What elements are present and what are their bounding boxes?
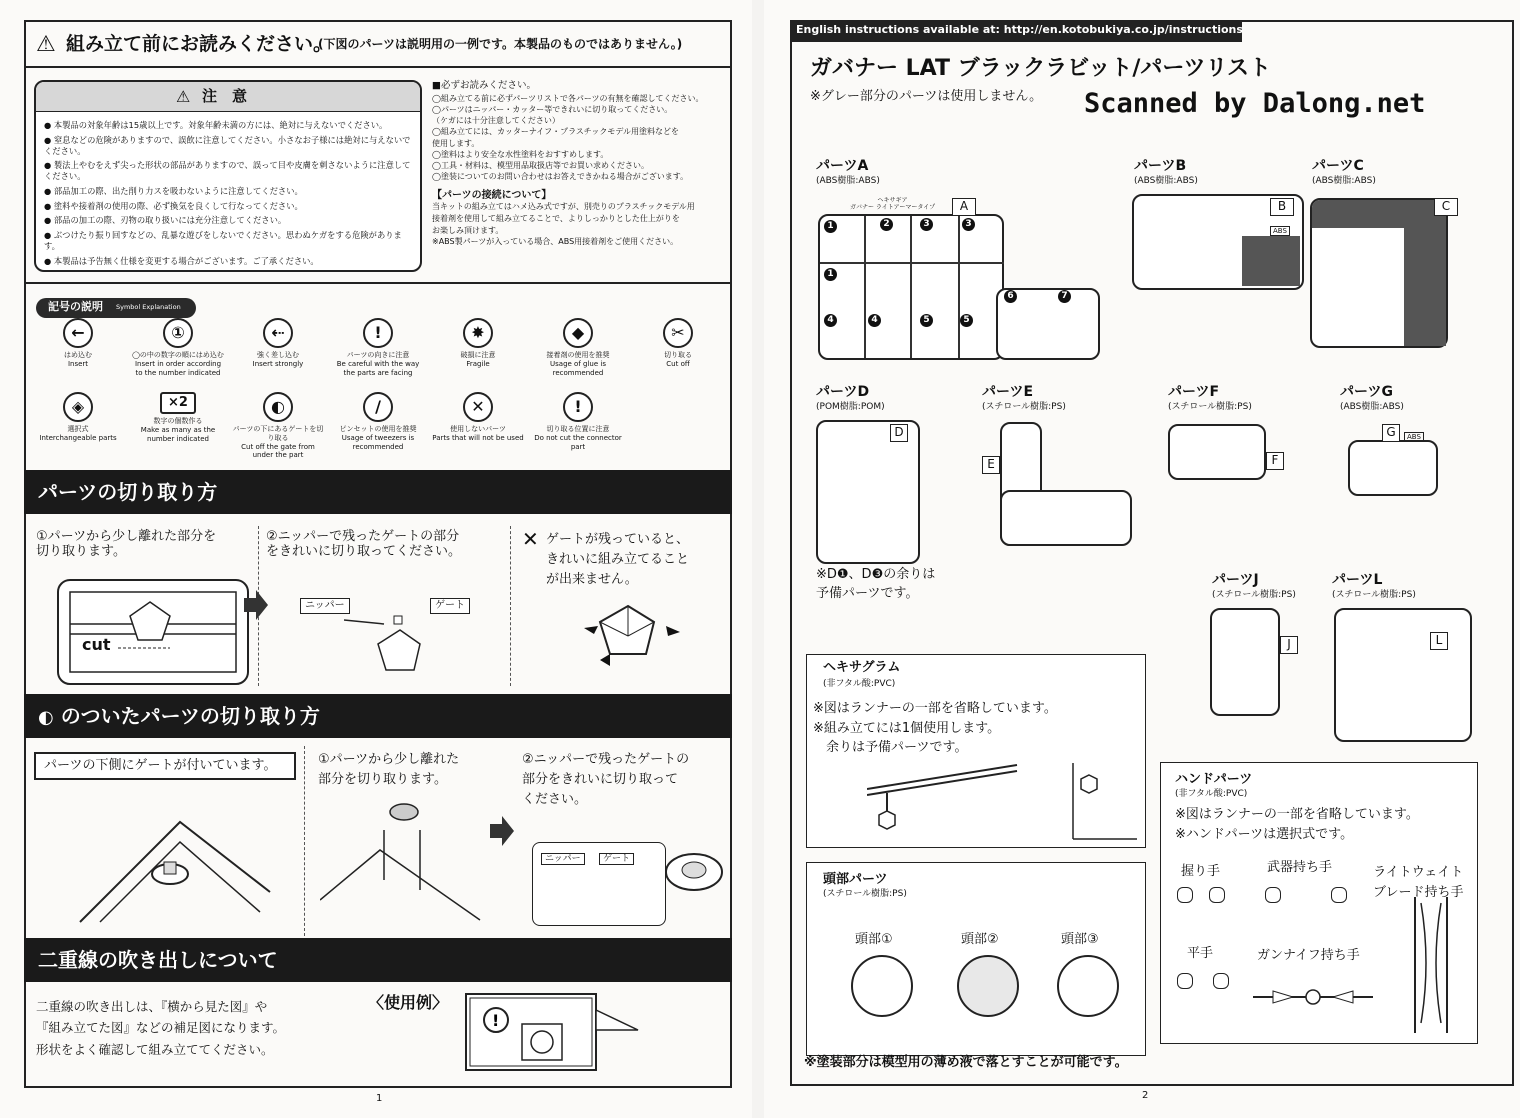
- hand-parts-notes: ※図はランナーの一部を省略しています。 ※ハンドパーツは選択式です。: [1175, 807, 1419, 842]
- symbol-label-jp: 切り取る: [664, 351, 692, 359]
- part-number-badge: 4: [824, 314, 837, 327]
- nipper-gate-diagram: [344, 610, 454, 688]
- runner-b-abs: ABS: [1270, 226, 1290, 236]
- cutting2-callout: パーツの下側にゲートが付いています。: [44, 758, 277, 773]
- part-c-name: パーツC: [1312, 158, 1364, 174]
- caution-heading: 注 意: [202, 87, 248, 105]
- symbol-label-en: Usage of tweezers is recommended: [341, 433, 415, 451]
- runner-bar: [910, 216, 912, 358]
- gun-knife-label: ガンナイフ持ち手: [1257, 948, 1360, 963]
- caution-item: ● 塗料や接着剤の使用の際、必ず換気を良くして行なってください。: [44, 200, 303, 211]
- part-l-name: パーツL: [1332, 572, 1383, 588]
- runner-f: [1168, 424, 1266, 480]
- must-read-item: ◯工具・材料は、模型用品取扱店等でお買い求めください。: [432, 160, 649, 170]
- part-j-material: (スチロール樹脂:PS): [1212, 590, 1296, 600]
- multiply-icon: ×2: [160, 392, 196, 414]
- runner-b-gray-area: [1242, 236, 1300, 286]
- hand-illustration: [1209, 887, 1225, 903]
- head-3-illustration: [1057, 955, 1119, 1017]
- symbol-label-jp: 強く差し込む: [257, 351, 299, 359]
- part-number-badge: 5: [960, 314, 973, 327]
- right-arrow-icon: [490, 816, 514, 846]
- connection-line: 当キットの組み立てはハメ込み式ですが、別売りのプラスチックモデル用: [432, 202, 695, 212]
- symbol-label-jp: 切り取る位置に注意: [546, 425, 610, 433]
- numbered-insert-icon: ①: [163, 318, 193, 348]
- part-number-badge: 7: [1058, 290, 1071, 303]
- under-gate-icon: ◐: [263, 392, 293, 422]
- symbol-label-en: Insert: [67, 359, 89, 368]
- tweezers-icon: /: [363, 392, 393, 422]
- part-d-material: (POM樹脂:POM): [816, 402, 885, 412]
- runner-bar: [958, 216, 960, 358]
- cutting2-heading: のついたパーツの切り取り方: [60, 704, 320, 728]
- page-number: 2: [1142, 1090, 1149, 1101]
- part-number-badge: 2: [880, 218, 893, 231]
- must-read-item: ◯塗料はより安全な水性塗料をおすすめします。: [432, 149, 609, 159]
- page-2-title: ガバナー LAT ブラックラビット/パーツリスト: [810, 56, 1272, 81]
- part-g-name: パーツG: [1340, 384, 1393, 400]
- cutting2-step-2: ②ニッパーで残ったゲートの 部分をきれいに切り取って ください。: [522, 752, 690, 808]
- caution-item: ● 部品加工の際、出た削り力スを吸わないように注意してください。: [44, 185, 303, 196]
- part-g-material: (ABS樹脂:ABS): [1340, 402, 1404, 412]
- runner-e-gate: E: [982, 456, 1000, 474]
- cutting-heading: パーツの切り取り方: [38, 480, 218, 504]
- runner-d-gate: D: [890, 424, 908, 442]
- cutting2-step-1: ①パーツから少し離れた 部分を切り取ります。: [318, 752, 460, 788]
- symbol-item: [32, 318, 124, 369]
- cut-label: cut: [82, 635, 111, 654]
- divider: [24, 282, 732, 284]
- english-header-bar: [790, 20, 1242, 42]
- double-line-bubble-example: [462, 990, 642, 1074]
- caution-list: [44, 120, 416, 271]
- runner-f-gate: F: [1266, 452, 1284, 470]
- symbol-item: [332, 392, 424, 451]
- hand-illustration: [1265, 887, 1281, 903]
- grip-hand-label: 握り手: [1181, 864, 1221, 879]
- runner-c-gray-right: [1404, 228, 1446, 346]
- must-read-heading: ■必ずお読みください。: [432, 80, 536, 91]
- symbol-label-jp: パーツの向きに注意: [346, 351, 410, 359]
- exclamation-icon: !: [363, 318, 393, 348]
- page-number: 1: [376, 1093, 383, 1104]
- symbol-item: [632, 318, 724, 369]
- part-d-name: パーツD: [816, 384, 870, 400]
- part-b-material: (ABS樹脂:ABS): [1134, 176, 1198, 186]
- symbol-heading-en: Symbol Explanation: [116, 303, 181, 311]
- runner-a-gate: A: [952, 198, 976, 216]
- runner-g: [1348, 440, 1438, 496]
- step-divider: [304, 746, 305, 936]
- caution-item: ● 本製品は予告無く仕様を変更する場合がございます。ご了承ください。: [44, 255, 319, 266]
- hand-illustration: [1177, 973, 1193, 989]
- footer-note: ※塗装部分は模型用の薄め液で落とすことが可能です。: [804, 1055, 1128, 1070]
- gate-label: ゲート: [430, 598, 470, 614]
- symbol-item: [432, 318, 524, 369]
- not-used-icon: ✕: [463, 392, 493, 422]
- part-gate-detail: [660, 850, 728, 894]
- symbol-label-en: Be careful with the way the parts are facing: [336, 359, 420, 377]
- page-2-subtitle: ※グレー部分のパーツは使用しません。: [810, 89, 1043, 104]
- symbol-item: [532, 318, 624, 377]
- blade-grip-runner: [1401, 893, 1461, 1039]
- nipper-label: ニッパー: [300, 598, 350, 614]
- symbol-label-en: Usage of glue is recommended: [550, 359, 606, 377]
- interchangeable-icon: ◈: [63, 392, 93, 422]
- runner-l-gate: L: [1430, 632, 1448, 650]
- spare-note: ※D❶、D❸の余りは 予備パーツです。: [816, 567, 936, 601]
- connection-line: お楽しみ頂けます。: [432, 225, 504, 235]
- example-label: 〈使用例〉: [368, 993, 449, 1012]
- part-number-badge: 5: [920, 314, 933, 327]
- double-line-text: 二重線の吹き出しは、『横から見た図』や 『組み立てた図』などの補足図になります。 形状をよく確認して組み立ててください。: [36, 999, 286, 1057]
- cutting-step-3: ゲートが残っていると、 きれいに組み立てること が出来ません。: [546, 532, 690, 588]
- runner-l: [1334, 608, 1472, 742]
- runner-c-gate: C: [1434, 198, 1458, 216]
- symbol-label-jp: ピンセットの使用を推奨: [339, 425, 417, 433]
- part-number-badge: 6: [1004, 290, 1017, 303]
- head-1-illustration: [851, 955, 913, 1017]
- symbol-label-jp: ◯の中の数字の順にはめ込む: [132, 351, 224, 359]
- part-f-material: (スチロール樹脂:PS): [1168, 402, 1252, 412]
- runner-e-lower: [1000, 490, 1132, 546]
- double-line-section-bar: [24, 938, 732, 982]
- nipper-gate-box: [532, 842, 666, 926]
- part-e-material: (スチロール樹脂:PS): [982, 402, 1066, 412]
- part-number-badge: 1: [824, 220, 837, 233]
- caution-item: ● 窒息などの危険がありますので、誤飲に注意してください。小さなお子様には絶対に与えないでください。: [44, 134, 411, 156]
- gun-knife-runner: [1253, 977, 1373, 1017]
- symbol-label-en: Insert in order according to the number indicated: [134, 359, 222, 377]
- cutting-step-2: ②ニッパーで残ったゲートの部分 をきれいに切り取ってください。: [266, 529, 462, 559]
- symbol-label-jp: 使用しないパーツ: [450, 425, 506, 433]
- runner-g-abs: ABS: [1404, 432, 1424, 442]
- part-number-badge: 1: [824, 268, 837, 281]
- must-read-item: ◯塗装についてのお問い合わせはお答えできかねる場合がございます。: [432, 172, 689, 182]
- symbol-label-en: Parts that will not be used: [432, 433, 524, 442]
- gate-remaining-diagram: [570, 596, 690, 676]
- head-parts-material: (スチロール樹脂:PS): [823, 889, 907, 899]
- symbol-label-en: Insert strongly: [252, 359, 304, 368]
- head-3-label: 頭部③: [1061, 932, 1099, 947]
- symbol-label-jp: パーツの下にあるゲートを切り取る: [232, 425, 324, 442]
- cutting-step-1: ①パーツから少し離れた部分を 切り取ります。: [36, 529, 217, 559]
- symbol-item: [232, 318, 324, 369]
- hexagram-box: [806, 654, 1146, 848]
- symbol-item: [132, 392, 224, 443]
- svg-text:!: !: [492, 1011, 500, 1030]
- symbol-item: [332, 318, 424, 377]
- must-read-item: ◯組み立てには、カッターナイフ・プラスチックモデル用塗料などを: [432, 127, 680, 137]
- part-a-name: パーツA: [816, 158, 869, 174]
- symbol-label-en: Make as many as the number indicated: [140, 425, 216, 443]
- symbol-label-jp: 数字の個数作る: [153, 417, 203, 425]
- page-1-title: 組み立て前にお読みください。: [66, 33, 333, 55]
- right-arrow-icon: [244, 590, 268, 620]
- part-l-material: (スチロール樹脂:PS): [1332, 590, 1416, 600]
- symbol-heading-pill: [36, 298, 196, 318]
- cutting2-section-bar: [24, 694, 732, 738]
- runner-b-gate: B: [1270, 198, 1294, 216]
- caution-item: ● 製法上やむをえず尖った形状の部品がありますので、誤って目や皮膚を刺さないように注意してください。: [44, 160, 411, 182]
- head-parts-title: 頭部パーツ: [823, 872, 888, 887]
- hand-illustration: [1331, 887, 1347, 903]
- part-c-material: (ABS樹脂:ABS): [1312, 176, 1376, 186]
- runner-bar: [820, 262, 1004, 264]
- arrow-left-icon: ←: [63, 318, 93, 348]
- part-a-material: (ABS樹脂:ABS): [816, 176, 880, 186]
- must-read-section: [432, 80, 732, 276]
- part-number-badge: 3: [962, 218, 975, 231]
- step-divider: [510, 526, 511, 686]
- runner-gate-diagram: [70, 782, 280, 932]
- cut-from-runner-diagram: [320, 800, 490, 930]
- hand-parts-title: ハンドパーツ: [1175, 772, 1253, 787]
- symbol-heading: 記号の説明: [48, 300, 103, 313]
- symbol-label-jp: はめ込む: [64, 351, 92, 359]
- runner-j: [1210, 608, 1280, 716]
- part-a-tag: ヘキサギア ガバナー ライトアーマータイプ: [850, 197, 936, 211]
- page-1-title-note: (下図のパーツは説明用の一例です。本製品のものではありません。): [318, 37, 683, 51]
- must-read-item: ◯パーツはニッパー・カッター等できれいに切り取ってください。: [432, 105, 673, 114]
- hand-parts-material: (非フタル酸:PVC): [1175, 789, 1248, 799]
- double-line-heading: 二重線の吹き出しについて: [38, 948, 278, 972]
- hexagram-runner-diagram: [867, 759, 1137, 841]
- watermark: Scanned by Dalong.net: [1084, 88, 1426, 119]
- part-f-name: パーツF: [1168, 384, 1220, 400]
- head-parts-box: [806, 862, 1146, 1056]
- runner-j-gate: J: [1280, 636, 1298, 654]
- must-read-item: 使用します。: [432, 138, 480, 148]
- symbol-item: [132, 318, 224, 377]
- cutting-section-bar: [24, 470, 732, 514]
- hexagram-material: (非フタル酸:PVC): [823, 679, 896, 689]
- hand-parts-box: [1160, 762, 1478, 1044]
- part-j-name: パーツJ: [1212, 572, 1259, 588]
- head-1-label: 頭部①: [855, 932, 893, 947]
- symbol-label-en: Fragile: [466, 359, 490, 368]
- caution-item: ● ぶつけたり振り回すなどの、乱暴な遊びをしないでください。思わぬケガをする危険があります。: [44, 230, 402, 252]
- light-weight-label: ライトウェイト ブレード持ち手: [1373, 865, 1464, 900]
- hand-illustration: [1213, 973, 1229, 989]
- hexagram-title: ヘキサグラム: [823, 660, 901, 675]
- english-instructions-link[interactable]: English instructions available at: http://en.kotobukiya.co.jp/instructions: [796, 23, 1243, 36]
- symbol-item: [32, 392, 124, 443]
- dashed-arrow-icon: ⇠: [263, 318, 293, 348]
- symbol-label-en: Do not cut the connector part: [534, 433, 622, 451]
- caution-item: ● 本製品の対象年齢は15歳以上です。対象年齢未満の方には、絶対に与えないでください。: [44, 120, 388, 130]
- connection-line: 接着剤を使用して組み立てることで、よりしっかりとした仕上がりを: [432, 213, 680, 223]
- symbol-item: [432, 392, 524, 443]
- symbol-label-jp: 破損に注意: [460, 351, 496, 359]
- connection-list: [432, 201, 732, 247]
- must-read-item: ◯組み立てる前に必ずパーツリストで各パーツの有無を確認してください。: [432, 93, 704, 103]
- symbol-label-jp: 接着剤の使用を推奨: [546, 351, 610, 359]
- under-gate-icon: ◐: [38, 707, 54, 728]
- no-cut-icon: !: [563, 392, 593, 422]
- runner-g-gate: G: [1382, 424, 1400, 442]
- hexagram-notes: ※図はランナーの一部を省略しています。 ※組み立てには1個使用します。 余りは予備パーツです。: [813, 701, 1057, 755]
- symbol-label-en: Interchangeable parts: [39, 433, 117, 442]
- head-2-label: 頭部②: [961, 932, 999, 947]
- head-2-illustration: [957, 955, 1019, 1017]
- fragile-icon: ✸: [463, 318, 493, 348]
- symbol-label-jp: 選択式: [67, 425, 89, 433]
- must-read-item: （ケガには十分注意してください）: [432, 116, 560, 126]
- must-read-list: [432, 93, 732, 183]
- weapon-grip-label: 武器持ち手: [1267, 860, 1333, 875]
- page-1: [0, 0, 752, 1118]
- part-number-badge: 4: [868, 314, 881, 327]
- caution-item: ● 部品の加工の際、刃物の取り扱いには充分注意してください。: [44, 215, 287, 226]
- runner-cut-diagram: [50, 576, 250, 688]
- flat-hand-label: 平手: [1187, 946, 1214, 961]
- gate-label: ゲート: [599, 853, 634, 865]
- nipper-label: ニッパー: [541, 853, 585, 865]
- page-2: [764, 0, 1520, 1118]
- warning-triangle-icon: ⚠: [36, 32, 56, 57]
- caution-box: [34, 80, 422, 272]
- caution-triangle-icon: ⚠: [176, 87, 191, 106]
- symbol-label-en: Cut off the gate from under the part: [241, 442, 315, 460]
- x-mark-icon: ✕: [522, 527, 539, 551]
- runner-bar: [864, 216, 866, 358]
- symbol-item: [232, 392, 324, 460]
- divider: [24, 66, 732, 68]
- cutoff-icon: ✂: [663, 318, 693, 348]
- hand-illustration: [1177, 887, 1193, 903]
- part-b-name: パーツB: [1134, 158, 1187, 174]
- glue-icon: ◆: [563, 318, 593, 348]
- connection-line: ※ABS製パーツが入っている場合、ABS用接着剤をご使用ください。: [432, 237, 679, 247]
- cutting2-callout-box: [34, 752, 296, 780]
- part-number-badge: 3: [920, 218, 933, 231]
- runner-c-gray-top: [1312, 200, 1446, 228]
- part-e-name: パーツE: [982, 384, 1034, 400]
- connection-heading: 【パーツの接続について】: [432, 190, 552, 202]
- symbol-label-en: Cut off: [666, 359, 690, 368]
- symbol-item: [532, 392, 624, 451]
